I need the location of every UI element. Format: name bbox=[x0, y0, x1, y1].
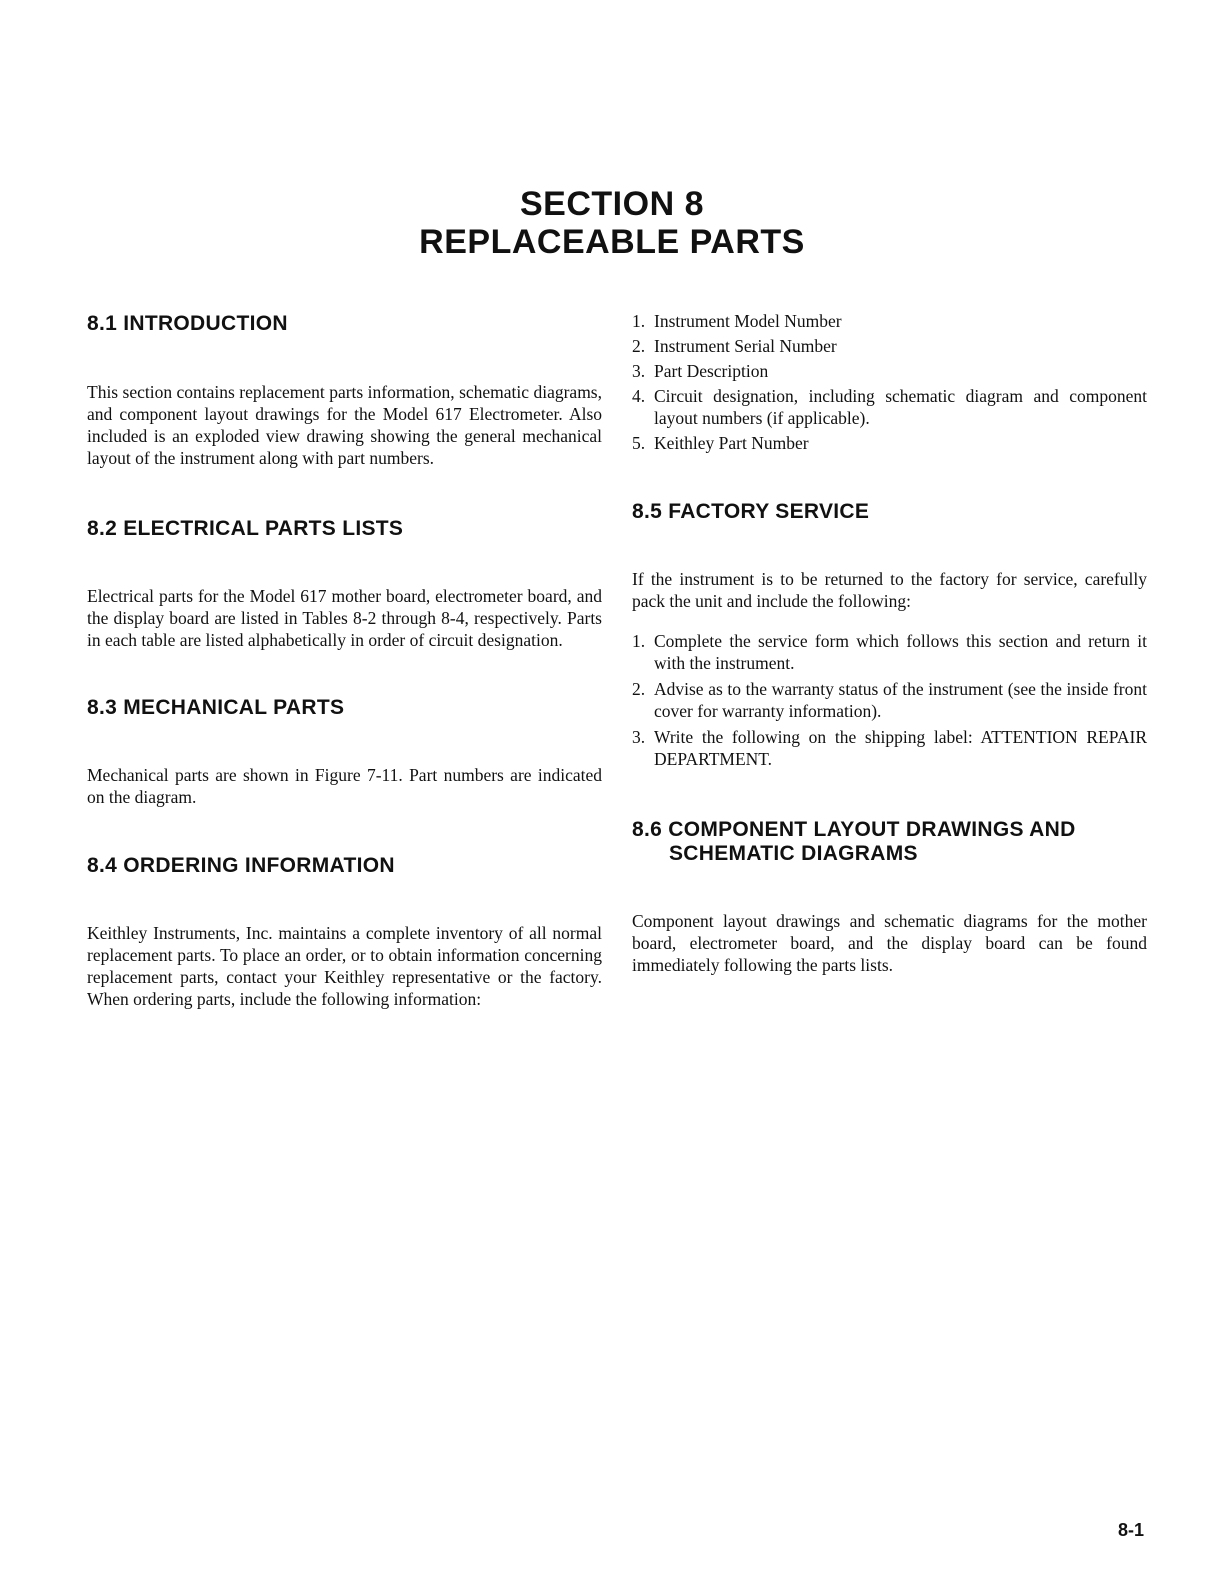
list-item bbox=[632, 432, 1147, 454]
list-item bbox=[632, 310, 1147, 332]
list-item-text: Circuit designation, including schematic diagram and component layout numbers (if applicable). bbox=[654, 386, 1147, 428]
heading-electrical-parts-lists: 8.2 ELECTRICAL PARTS LISTS bbox=[87, 517, 404, 540]
paragraph-mechanical-parts: Mechanical parts are shown in Figure 7-11. Part numbers are indicated on the diagram. bbox=[87, 765, 602, 807]
page-title bbox=[0, 185, 1224, 261]
paragraph-component-layout: Component layout drawings and schematic diagrams for the mother board, electrometer board, and the display board can be found immediately following the parts lists. bbox=[632, 911, 1147, 975]
heading-introduction: 8.1 INTRODUCTION bbox=[87, 312, 288, 335]
factory-service-list bbox=[632, 630, 1147, 770]
paragraph-electrical-parts-lists: Electrical parts for the Model 617 mother board, electrometer board, and the display board are listed in Tables 8-2 through 8-4, respectively. Parts in each table are listed alphabetically in order of circuit designation. bbox=[87, 586, 602, 650]
list-item-number: 1. bbox=[632, 631, 646, 651]
paragraph-ordering-information: Keithley Instruments, Inc. maintains a complete inventory of all normal replacement parts. To place an order, or to obtain information concerning replacement parts, contact your Keithley representative or the factory. When ordering parts, include the following information: bbox=[87, 923, 602, 1009]
paragraph-introduction: This section contains replacement parts information, schematic diagrams, and component layout drawings for the Model 617 Electrometer. Also included is an exploded view drawing showing the general mechanical layout of the instrument along with part numbers. bbox=[87, 382, 602, 468]
list-item bbox=[632, 630, 1147, 674]
list-item-number: 2. bbox=[632, 679, 646, 699]
heading-component-layout-line1: 8.6 COMPONENT LAYOUT DRAWINGS AND bbox=[632, 818, 1076, 841]
heading-component-layout-line2: SCHEMATIC DIAGRAMS bbox=[669, 842, 918, 865]
left-column bbox=[87, 310, 602, 1010]
list-item-text: Instrument Serial Number bbox=[654, 336, 837, 356]
list-item-number: 3. bbox=[632, 727, 646, 747]
list-item-text: Write the following on the shipping label: ATTENTION REPAIR DEPARTMENT. bbox=[654, 727, 1147, 769]
list-item-text: Complete the service form which follows this section and return it with the instrument. bbox=[654, 631, 1147, 673]
heading-factory-service: 8.5 FACTORY SERVICE bbox=[632, 500, 870, 523]
section-title: REPLACEABLE PARTS bbox=[419, 223, 805, 261]
list-item-number: 5. bbox=[632, 433, 646, 453]
heading-ordering-information: 8.4 ORDERING INFORMATION bbox=[87, 854, 395, 877]
heading-mechanical-parts: 8.3 MECHANICAL PARTS bbox=[87, 696, 345, 719]
list-item-number: 4. bbox=[632, 386, 646, 406]
list-item-text: Advise as to the warranty status of the instrument (see the inside front cover for warranty information). bbox=[654, 679, 1147, 721]
list-item bbox=[632, 678, 1147, 722]
right-column bbox=[632, 310, 1147, 976]
section-number: SECTION 8 bbox=[520, 185, 704, 223]
list-item bbox=[632, 335, 1147, 357]
page-number: 8-1 bbox=[1117, 1520, 1144, 1540]
ordering-info-list bbox=[632, 310, 1147, 454]
list-item-number: 1. bbox=[632, 311, 646, 331]
paragraph-factory-service: If the instrument is to be returned to the factory for service, carefully pack the unit and include the following: bbox=[632, 569, 1147, 611]
list-item-text: Instrument Model Number bbox=[654, 311, 842, 331]
heading-component-layout bbox=[632, 818, 1147, 866]
list-item bbox=[632, 385, 1147, 429]
list-item bbox=[632, 360, 1147, 382]
list-item bbox=[632, 726, 1147, 770]
list-item-number: 2. bbox=[632, 336, 646, 356]
list-item-text: Part Description bbox=[654, 361, 769, 381]
list-item-number: 3. bbox=[632, 361, 646, 381]
list-item-text: Keithley Part Number bbox=[654, 433, 809, 453]
